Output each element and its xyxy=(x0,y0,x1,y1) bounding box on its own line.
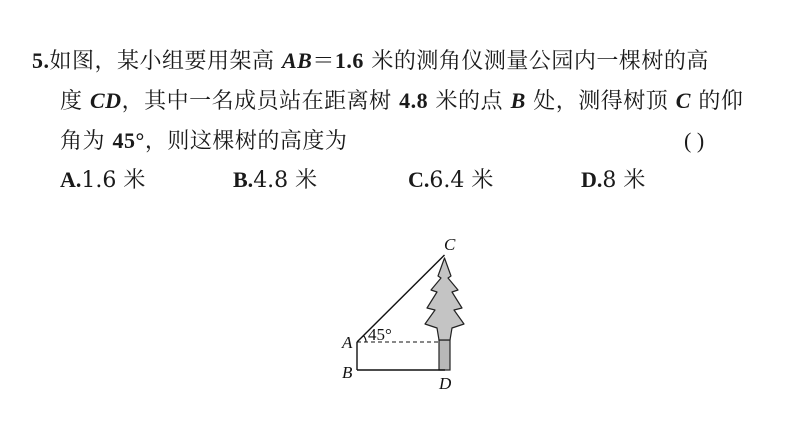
question-text-3b: ，则这棵树的高度为 xyxy=(144,129,348,154)
equals-sign: ＝ xyxy=(312,49,335,74)
label-b: B xyxy=(342,363,353,382)
answer-parentheses[interactable]: ( ) xyxy=(684,128,705,153)
var-cd: CD xyxy=(90,88,122,113)
question-text-2d: 处，测得树顶 xyxy=(525,89,676,114)
tree-crown xyxy=(425,258,464,340)
var-b: B xyxy=(510,88,526,113)
option-c-label: C. xyxy=(408,167,430,192)
question-text-2c: 米的点 xyxy=(428,89,511,114)
question-line-2 xyxy=(60,86,743,117)
option-b-text: 4.8 米 xyxy=(253,168,318,193)
question-text-2a: 度 xyxy=(60,89,90,114)
value-distance: 4.8 xyxy=(399,88,429,113)
option-a-text: 1.6 米 xyxy=(81,168,146,193)
option-b-label: B. xyxy=(233,167,254,192)
question-text-2b: ，其中一名成员站在距离树 xyxy=(121,89,400,114)
option-d[interactable] xyxy=(581,165,645,196)
question-text-2e: 的仰 xyxy=(690,89,744,114)
option-c[interactable] xyxy=(408,165,493,196)
option-c-text: 6.4 米 xyxy=(429,168,494,193)
question-line-1 xyxy=(32,46,709,77)
option-a-label: A. xyxy=(60,167,82,192)
question-text-1b: 米的测角仪测量公园内一棵树的高 xyxy=(363,49,709,74)
label-angle: 45° xyxy=(368,325,392,344)
label-a: A xyxy=(342,333,353,352)
question-text-3a: 角为 xyxy=(60,129,113,154)
angle-value: 45° xyxy=(112,128,145,153)
tree-trunk xyxy=(439,340,450,370)
option-b[interactable] xyxy=(233,165,317,196)
option-d-label: D. xyxy=(581,167,603,192)
question-line-3 xyxy=(60,126,347,157)
question-number: 5. xyxy=(32,48,50,73)
question-text-1a: 如图，某小组要用架高 xyxy=(49,49,282,74)
value-ab: 1.6 xyxy=(334,48,364,73)
var-c: C xyxy=(675,88,691,113)
option-d-text: 8 米 xyxy=(602,168,646,193)
geometry-figure xyxy=(330,228,480,398)
label-d: D xyxy=(439,374,452,393)
label-c: C xyxy=(444,235,456,254)
var-ab: AB xyxy=(282,48,313,73)
angle-arc xyxy=(363,336,366,342)
option-a[interactable] xyxy=(60,165,145,196)
